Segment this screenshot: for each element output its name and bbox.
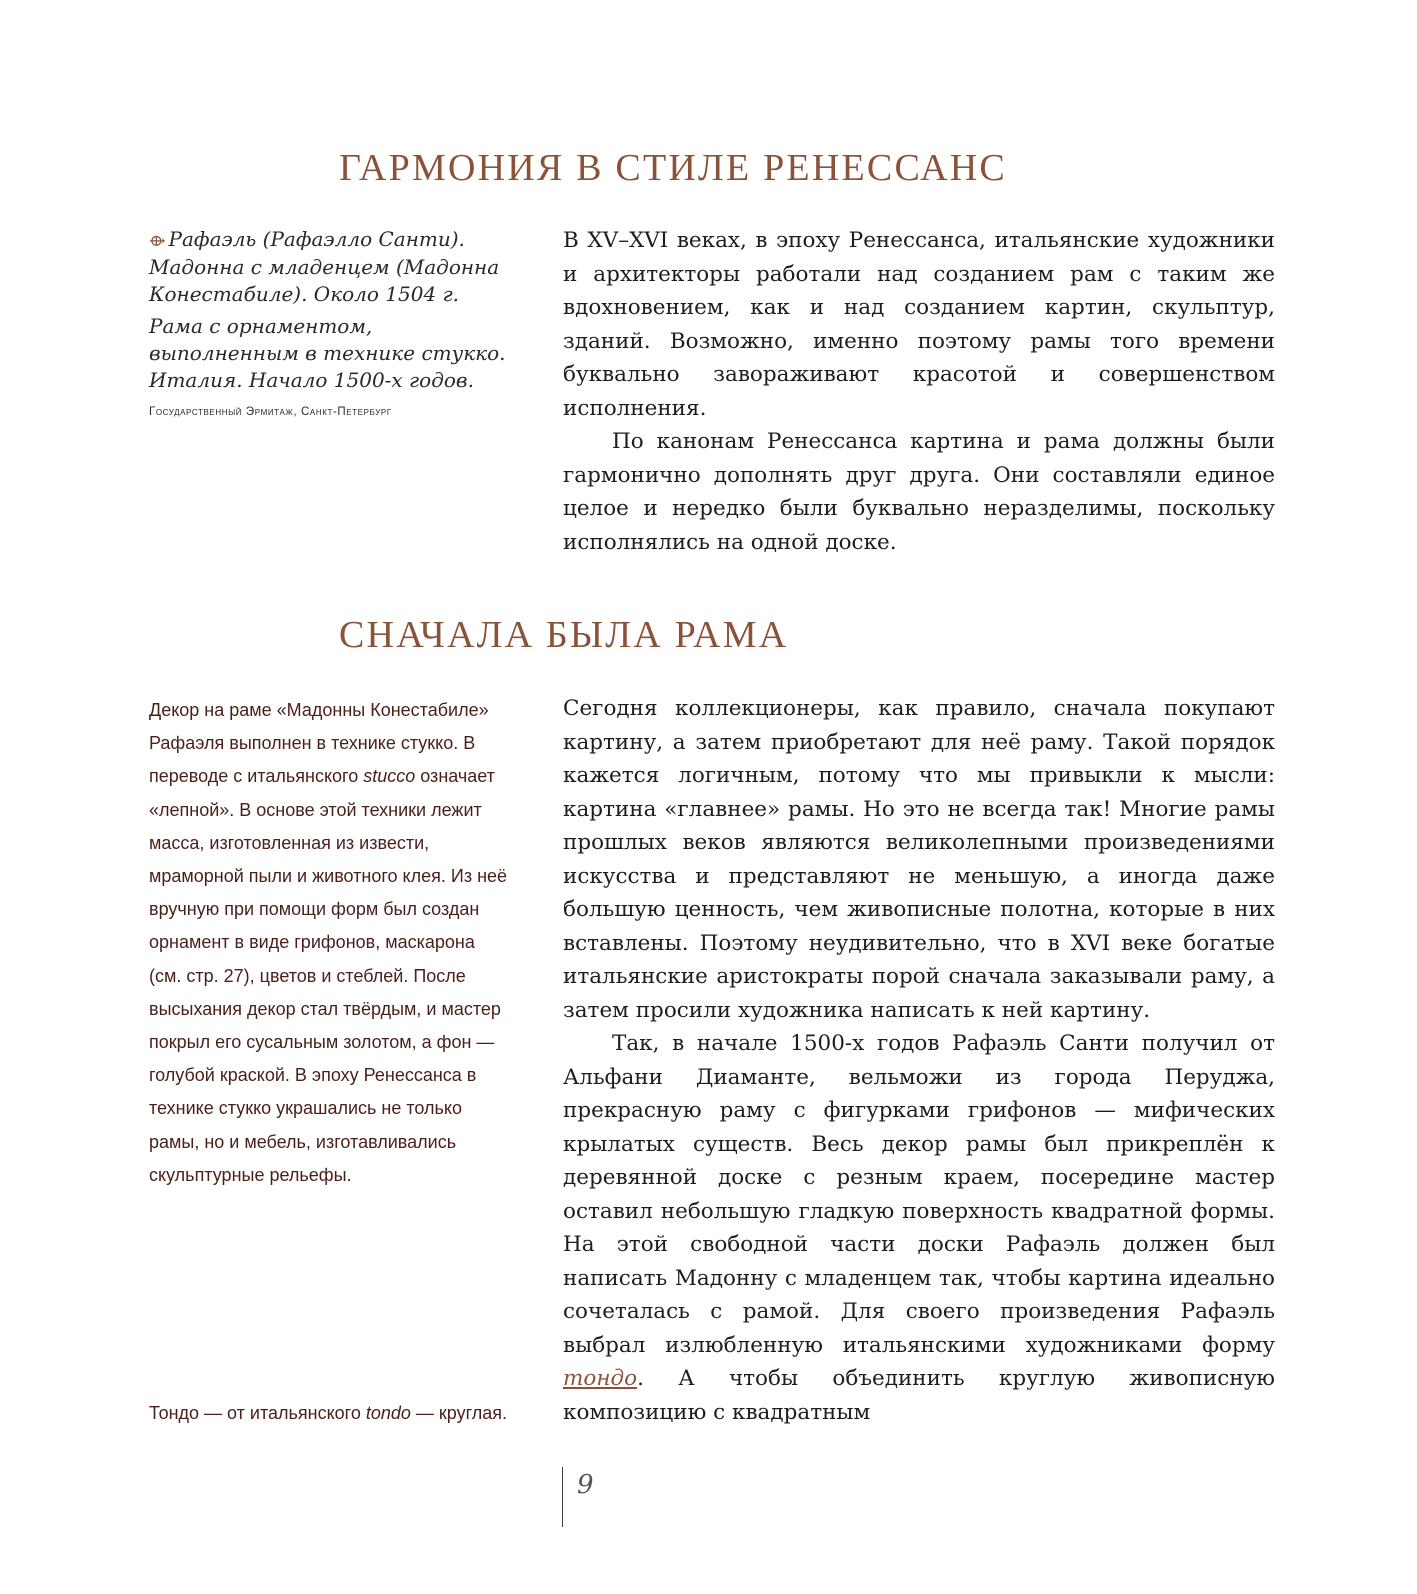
caption-artwork <box>149 226 519 308</box>
paragraph: Сегодня коллекционеры, как правило, сначала покупают картину, а затем приобретают для неё раму. Такой порядок кажется логичным, потому что мы привыкли к мысли: картина «главнее» рамы. Но это не всегда так! Многие рамы прошлых веков являются великолепными произведениями искусства и представляют не меньшую, а иногда даже большую ценность, чем живописные полотна, которые в них вставлены. Поэтому неудивительно, что в XVI веке богатые итальянские аристократы порой сначала заказывали раму, а затем просили художника написать к ней картину. <box>563 696 1275 1023</box>
page-number: 9 <box>577 1470 594 1500</box>
section-title-frame-first: СНАЧАЛА БЫЛА РАМА <box>339 614 789 656</box>
sidenote-text-part: означает «лепной». В основе этой техники лежит масса, изготовленная из извести, мраморной пыли и животного клея. Из неё вручную при помощи форм был создан орнамент в виде грифонов, маскарона (см. стр. 27), цветов и стеблей. После высыхания декор стал твёрдым, и мастер покрыл его сусальным золотом, а фон — голубой краской. В эпоху Ренессанса в технике стукко украшались не только рамы, но и мебель, изготавливались скульптурные рельефы. <box>149 766 508 1185</box>
glossary-link-tondo[interactable]: тондо <box>563 1366 638 1391</box>
sidenote-term: stucco <box>363 766 416 787</box>
sidenote-tondo <box>149 1397 509 1430</box>
sidenote-text-part: Декор на раме «Мадонны Конестабиле» Рафаэля выполнен в технике стукко. В переводе с итальянского <box>149 700 489 787</box>
paragraph-part: . А чтобы объединить круглую живописную композицию с квадратным <box>563 1366 1275 1425</box>
sidenote-text-part: — круглая. <box>410 1403 508 1423</box>
caption-artwork-text: Рафаэль (Рафаэлло Санти). Мадонна с младенцем (Мадонна Конестабиле). Около 1504 г. <box>149 227 500 306</box>
arrow-left-icon: ⟴ <box>149 231 166 250</box>
sidenote-text <box>149 694 509 1192</box>
sidenote-stucco <box>149 694 509 1192</box>
paragraph: В XV–XVI веках, в эпоху Ренессанса, итальянские художники и архитекторы работали над созданием рам с таким же вдохновением, как и над созданием картин, скульптур, зданий. Возможно, именно поэтому рамы того времени буквально завораживают красотой и совершенством исполнения. <box>563 228 1275 421</box>
caption-credit: Государственный Эрмитаж, Санкт-Петербург <box>149 406 392 418</box>
sidenote-term: tondo <box>365 1403 411 1423</box>
sidenote-text <box>149 1397 509 1430</box>
sidenote-text-part: Тондо — от итальянского <box>149 1403 366 1423</box>
section-1-body <box>563 224 1275 559</box>
page-number-rule <box>562 1467 563 1527</box>
paragraph: По канонам Ренессанса картина и рама должны были гармонично дополнять друг друга. Они составляли единое целое и нередко были буквально неразделимы, поскольку исполнялись на одной доске. <box>563 429 1275 555</box>
illustration-caption <box>149 226 519 431</box>
paragraph <box>563 1027 1275 1429</box>
caption-frame: Рама с орнаментом, выполненным в технике стукко. Италия. Начало 1500-х годов. <box>149 314 506 392</box>
paragraph-part: Так, в начале 1500-х годов Рафаэль Санти получил от Альфани Диаманте, вельможи из города Перуджа, прекрасную раму с фигурками грифонов — мифических крылатых существ. Весь декор рамы был прикреплён к деревянной доске с резным краем, посередине мастер оставил небольшую гладкую поверхность квадратной формы. На этой свободной части доски Рафаэль должен был написать Мадонну с младенцем так, чтобы картина идеально сочеталась с рамой. Для своего произведения Рафаэль выбрал излюбленную итальянскими художниками форму <box>563 1031 1275 1358</box>
section-title-harmony: ГАРМОНИЯ В СТИЛЕ РЕНЕССАНС <box>339 147 1007 189</box>
section-2-body <box>563 692 1275 1429</box>
